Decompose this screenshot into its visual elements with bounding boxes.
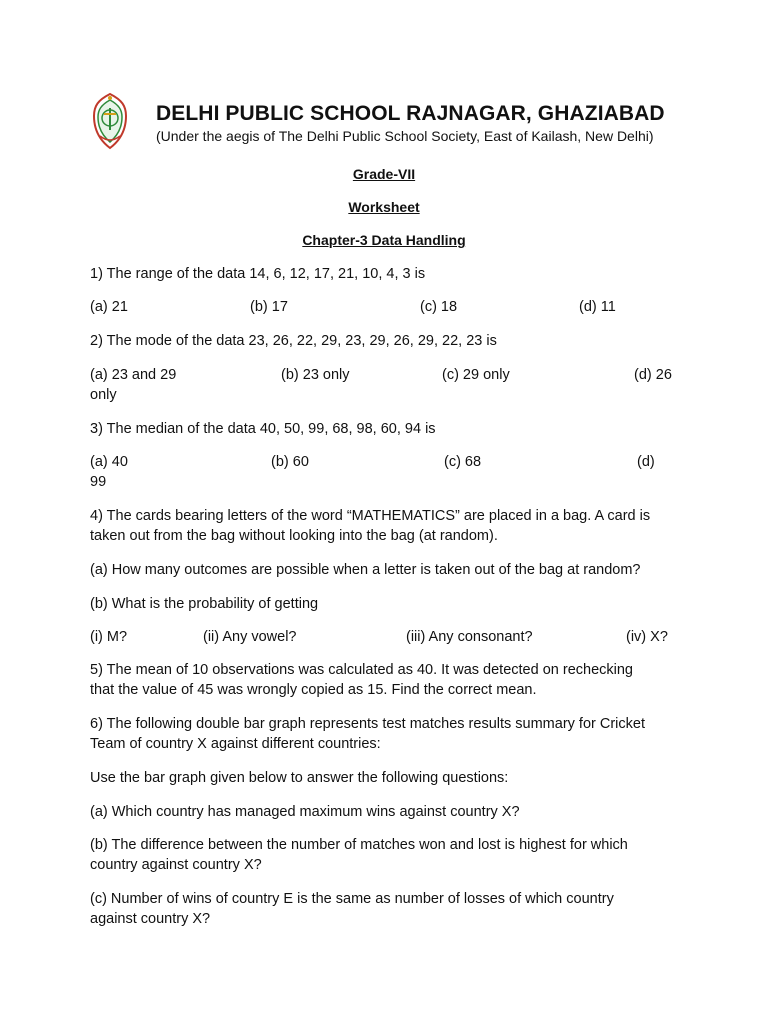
q4-part-b: (b) What is the probability of getting xyxy=(90,596,319,612)
q6-part-c-line2: against country X? xyxy=(90,911,211,927)
question-4-line2: taken out from the bag without looking into the bag (at random). xyxy=(90,528,498,544)
q6-part-b-line1: (b) The difference between the number of matches won and lost is highest for which xyxy=(90,837,628,853)
q3-option-a: (a) 40 xyxy=(90,454,128,470)
worksheet-heading: Worksheet xyxy=(348,199,420,215)
q2-option-b: (b) 23 only xyxy=(281,367,350,383)
school-crest-icon xyxy=(90,92,130,150)
q4-sub-iv: (iv) X? xyxy=(626,629,668,645)
question-5-line2: that the value of 45 was wrongly copied as 15. Find the correct mean. xyxy=(90,682,537,698)
q6-instruction: Use the bar graph given below to answer the following questions: xyxy=(90,770,509,786)
question-3: 3) The median of the data 40, 50, 99, 68, 98, 60, 94 is xyxy=(90,421,436,437)
q2-option-d-overflow: only xyxy=(90,387,117,403)
question-4-line1: 4) The cards bearing letters of the word “MATHEMATICS” are placed in a bag. A card is xyxy=(90,508,651,524)
q3-option-d: (d) xyxy=(637,454,655,470)
q3-option-c: (c) 68 xyxy=(444,454,482,470)
q2-option-d: (d) 26 xyxy=(634,367,672,383)
question-1: 1) The range of the data 14, 6, 12, 17, 21, 10, 4, 3 is xyxy=(90,266,426,282)
q4-sub-i: (i) M? xyxy=(90,629,128,645)
q1-option-a: (a) 21 xyxy=(90,299,128,315)
q1-option-b: (b) 17 xyxy=(250,299,288,315)
q6-part-a: (a) Which country has managed maximum wins against country X? xyxy=(90,804,520,820)
question-6-line2: Team of country X against different countries: xyxy=(90,736,381,752)
q3-option-b: (b) 60 xyxy=(271,454,309,470)
q2-option-a: (a) 23 and 29 xyxy=(90,367,177,383)
school-header xyxy=(90,92,665,152)
q4-sub-iii: (iii) Any consonant? xyxy=(406,629,533,645)
q2-option-c: (c) 29 only xyxy=(442,367,510,383)
q4-sub-ii: (ii) Any vowel? xyxy=(203,629,297,645)
q3-option-d-overflow: 99 xyxy=(90,474,107,490)
school-subtitle: (Under the aegis of The Delhi Public School Society, East of Kailash, New Delhi) xyxy=(156,128,654,144)
question-5-line1: 5) The mean of 10 observations was calculated as 40. It was detected on rechecking xyxy=(90,662,633,678)
grade-heading: Grade-VII xyxy=(352,166,416,182)
question-6-line1: 6) The following double bar graph represents test matches results summary for Cricket xyxy=(90,716,646,732)
question-2: 2) The mode of the data 23, 26, 22, 29, 23, 29, 26, 29, 22, 23 is xyxy=(90,333,497,349)
q6-part-b-line2: country against country X? xyxy=(90,857,262,873)
q1-option-c: (c) 18 xyxy=(420,299,458,315)
chapter-heading: Chapter-3 Data Handling xyxy=(302,232,466,248)
q4-part-a: (a) How many outcomes are possible when a letter is taken out of the bag at random? xyxy=(90,562,641,578)
school-name: DELHI PUBLIC SCHOOL RAJNAGAR, GHAZIABAD xyxy=(156,102,665,125)
q6-part-c-line1: (c) Number of wins of country E is the same as number of losses of which country xyxy=(90,891,614,907)
q1-option-d: (d) 11 xyxy=(579,299,616,315)
